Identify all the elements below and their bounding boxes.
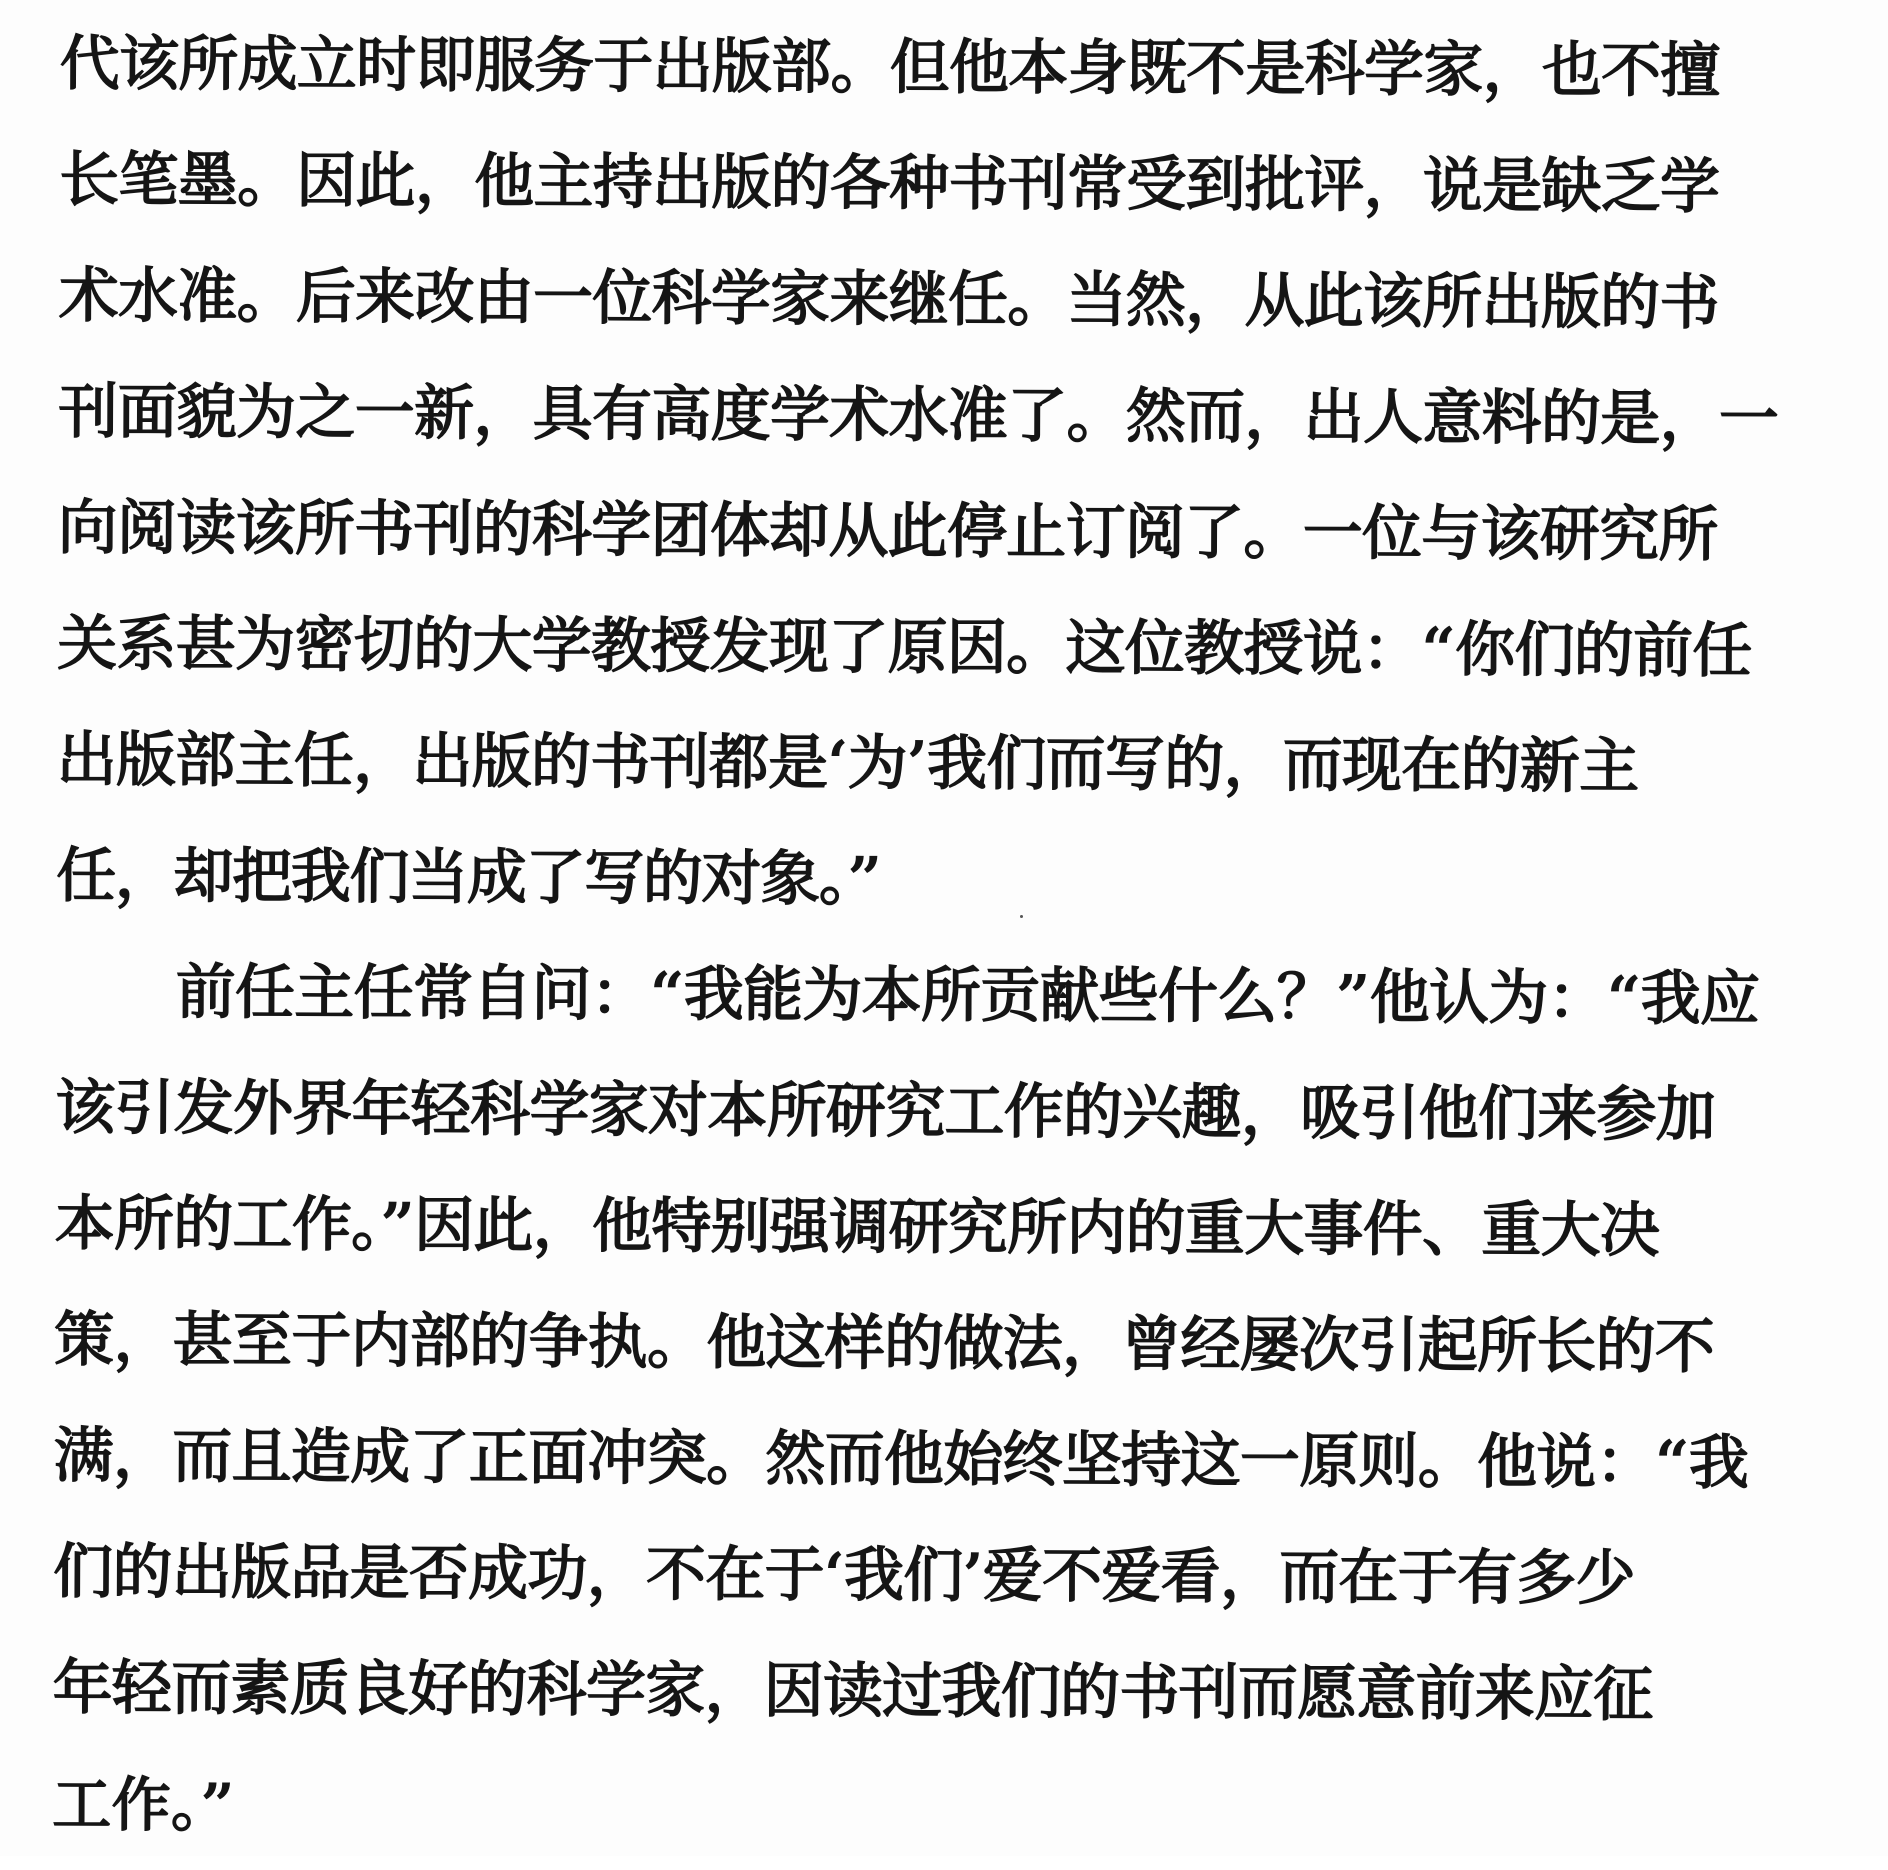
text-line: 前任主任常自问：“我能为本所贡献些什么？”他认为：“我应 [175,957,1760,1035]
text-line: 该引发外界年轻科学家对本所研究工作的兴趣，吸引他们来参加 [55,1072,1716,1151]
text-line: 术水准。后来改由一位科学家来继任。当然，从此该所出版的书 [58,260,1719,339]
text-line: 策，甚至于内部的争执。他这样的做法，曾经屡次引起所长的不 [54,1304,1715,1383]
text-line: 刊面貌为之一新，具有高度学术水准了。然而，出人意料的是，一 [58,376,1779,455]
scan-speck [1020,915,1023,918]
paragraph-2 [52,934,1876,1870]
text-line: 年轻而素质良好的科学家，因读过我们的书刊而愿意前来应征 [52,1652,1653,1730]
text-line: 满，而且造成了正面冲突。然而他始终坚持这一原则。他说：“我 [53,1420,1749,1499]
text-line: 工作。” [51,1768,235,1840]
text-line: 任，却把我们当成了写的对象。” [56,840,881,915]
paragraph-1 [56,0,1880,942]
text-line: 本所的工作。”因此，他特别强调研究所内的重大事件、重大决 [54,1188,1660,1266]
text-line: 关系甚为密切的大学教授发现了原因。这位教授说：“你们的前任 [57,608,1752,687]
text-line: 们的出版品是否成功，不在于‘我们’爱不爱看，而在于有多少 [52,1536,1636,1614]
text-line: 出版部主任，出版的书刊都是‘为’我们而写的，而现在的新主 [56,724,1639,802]
text-line: 向阅读该所书刊的科学团体却从此停止订阅了。一位与该研究所 [57,492,1718,571]
body-text [52,0,1880,1870]
text-line: 代该所成立时即服务于出版部。但他本身既不是科学家，也不擅 [59,28,1720,107]
text-line: 长笔墨。因此，他主持出版的各种书刊常受到批评，说是缺乏学 [59,144,1720,223]
